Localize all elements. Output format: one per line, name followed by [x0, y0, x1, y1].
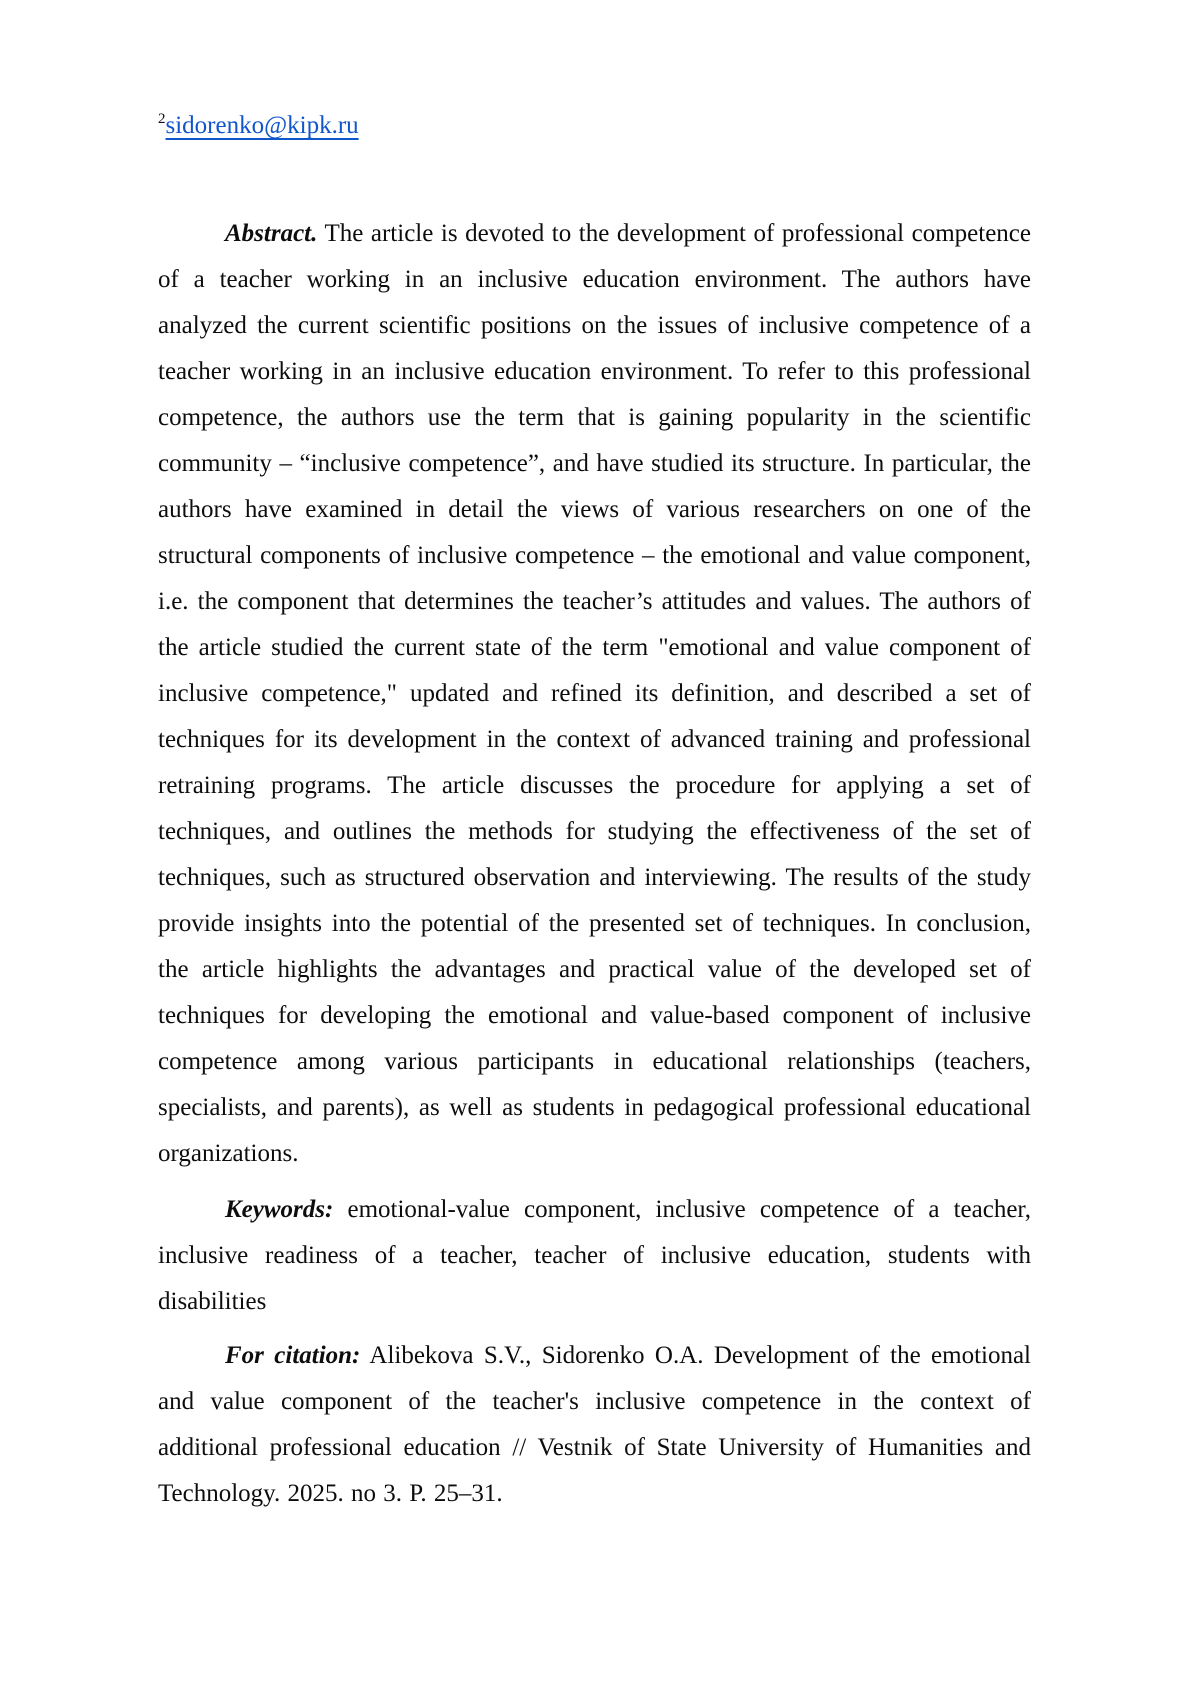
abstract-label: Abstract. [225, 220, 318, 247]
footnote-marker: 2 [158, 111, 166, 127]
email-link[interactable]: sidorenko@kipk.ru [165, 112, 359, 139]
citation-text: Alibekova S.V., Sidorenko O.A. Development of the emotional and value component of the teacher's inclusive competence in the context of additional professional education // Vestnik of State University of Humanities and Technology. 2025. no 3. P. 25–31. [158, 1342, 1032, 1507]
abstract-paragraph [158, 211, 1031, 1177]
author-email-line [158, 96, 1031, 149]
keywords-text: emotional-value component, inclusive competence of a teacher, inclusive readiness of a teacher, teacher of inclusive education, students with disabilities [158, 1196, 1032, 1315]
citation-paragraph [158, 1333, 1031, 1517]
citation-label: For citation: [225, 1342, 361, 1369]
keywords-paragraph [158, 1187, 1031, 1325]
abstract-text: The article is devoted to the development of professional competence of a teacher working in an inclusive education environment. The authors have analyzed the current scientific positions on the issues of inclusive competence of a teacher working in an inclusive education environment. To refer to this professional competence, the authors use the term that is gaining popularity in the scientific community – “inclusive competence”, and have studied its structure. In particular, the authors have examined in detail the views of various researchers on one of the structural components of inclusive competence – the emotional and value component, i.e. the component that determines the teacher’s attitudes and values. The authors of the article studied the current state of the term "emotional and value component of inclusive competence," updated and refined its definition, and described a set of techniques for its development in the context of advanced training and professional retraining programs. The article discusses the procedure for applying a set of techniques, and outlines the methods for studying the effectiveness of the set of techniques, such as structured observation and interviewing. The results of the study provide insights into the potential of the presented set of techniques. In conclusion, the article highlights the advantages and practical value of the developed set of techniques for developing the emotional and value-based component of inclusive competence among various participants in educational relationships (teachers, specialists, and parents), as well as students in pedagogical professional educational organizations. [158, 220, 1031, 1167]
keywords-label: Keywords: [225, 1196, 334, 1223]
